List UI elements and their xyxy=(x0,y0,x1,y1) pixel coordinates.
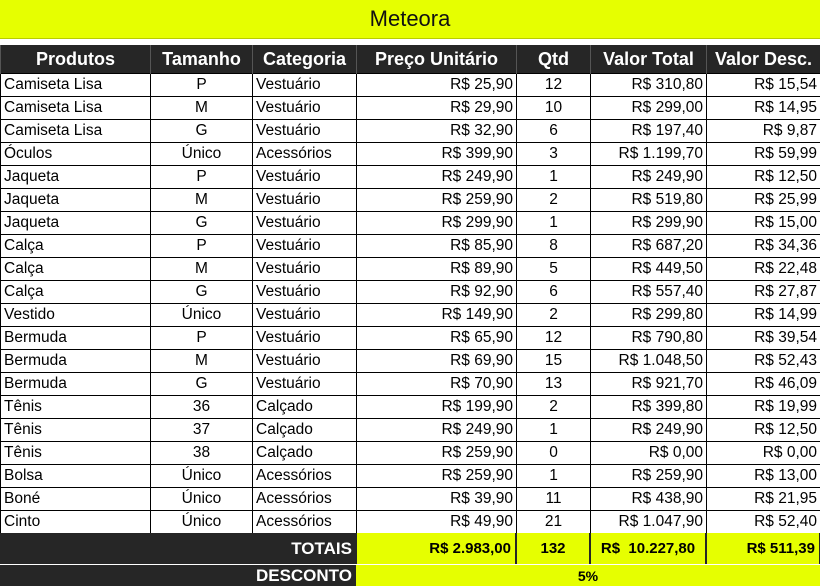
cell-tamanho[interactable]: P xyxy=(151,327,253,350)
cell-qtd[interactable]: 0 xyxy=(517,442,591,465)
header-valor-total[interactable]: Valor Total xyxy=(591,45,707,74)
cell-categoria[interactable]: Calçado xyxy=(253,419,357,442)
cell-produto[interactable]: Jaqueta xyxy=(1,166,151,189)
cell-valor-desc[interactable]: R$ 25,99 xyxy=(707,189,820,212)
cell-produto[interactable]: Óculos xyxy=(1,143,151,166)
table-row xyxy=(1,97,820,120)
cell-qtd[interactable]: 1 xyxy=(517,212,591,235)
cell-categoria[interactable]: Vestuário xyxy=(253,304,357,327)
cell-qtd[interactable]: 11 xyxy=(517,488,591,511)
cell-valor-desc[interactable]: R$ 19,99 xyxy=(707,396,820,419)
cell-produto[interactable]: Camiseta Lisa xyxy=(1,97,151,120)
cell-valor-total[interactable]: R$ 259,90 xyxy=(591,465,707,488)
cell-preco-unitario[interactable]: R$ 199,90 xyxy=(357,396,517,419)
cell-produto[interactable]: Camiseta Lisa xyxy=(1,120,151,143)
cell-preco-unitario[interactable]: R$ 249,90 xyxy=(357,166,517,189)
cell-qtd[interactable]: 8 xyxy=(517,235,591,258)
cell-qtd[interactable]: 1 xyxy=(517,166,591,189)
cell-produto[interactable]: Camiseta Lisa xyxy=(1,74,151,97)
cell-qtd[interactable]: 6 xyxy=(517,281,591,304)
cell-preco-unitario[interactable]: R$ 149,90 xyxy=(357,304,517,327)
cell-valor-total[interactable]: R$ 0,00 xyxy=(591,442,707,465)
cell-tamanho[interactable]: 38 xyxy=(151,442,253,465)
cell-tamanho[interactable]: Único xyxy=(151,143,253,166)
cell-categoria[interactable]: Vestuário xyxy=(253,258,357,281)
header-qtd[interactable]: Qtd xyxy=(517,45,591,74)
cell-categoria[interactable]: Vestuário xyxy=(253,166,357,189)
sheet-title[interactable]: Meteora xyxy=(0,0,820,39)
cell-produto[interactable]: Jaqueta xyxy=(1,189,151,212)
table-row xyxy=(1,465,820,488)
cell-valor-total[interactable]: R$ 299,90 xyxy=(591,212,707,235)
cell-produto[interactable]: Vestido xyxy=(1,304,151,327)
header-row xyxy=(1,45,820,74)
cell-valor-desc[interactable]: R$ 46,09 xyxy=(707,373,820,396)
header-tamanho[interactable]: Tamanho xyxy=(151,45,253,74)
cell-preco-unitario[interactable]: R$ 299,90 xyxy=(357,212,517,235)
cell-tamanho[interactable]: 37 xyxy=(151,419,253,442)
cell-valor-desc[interactable]: R$ 12,50 xyxy=(707,166,820,189)
cell-preco-unitario[interactable]: R$ 29,90 xyxy=(357,97,517,120)
cell-produto[interactable]: Bermuda xyxy=(1,373,151,396)
cell-produto[interactable]: Calça xyxy=(1,235,151,258)
cell-categoria[interactable]: Vestuário xyxy=(253,120,357,143)
cell-valor-total[interactable]: R$ 310,80 xyxy=(591,74,707,97)
cell-valor-total[interactable]: R$ 519,80 xyxy=(591,189,707,212)
table-row xyxy=(1,419,820,442)
table-row xyxy=(1,189,820,212)
total-valor-desc[interactable]: R$ 511,39 xyxy=(706,533,820,564)
cell-produto[interactable]: Boné xyxy=(1,488,151,511)
cell-categoria[interactable]: Vestuário xyxy=(253,212,357,235)
table-row xyxy=(1,327,820,350)
discount-label[interactable]: DESCONTO xyxy=(255,565,352,585)
cell-qtd[interactable]: 12 xyxy=(517,74,591,97)
cell-valor-total[interactable]: R$ 399,80 xyxy=(591,396,707,419)
cell-preco-unitario[interactable]: R$ 65,90 xyxy=(357,327,517,350)
totals-label[interactable]: TOTAIS xyxy=(291,538,352,558)
cell-produto[interactable]: Bermuda xyxy=(1,350,151,373)
cell-produto[interactable]: Bermuda xyxy=(1,327,151,350)
cell-qtd[interactable]: 2 xyxy=(517,189,591,212)
cell-preco-unitario[interactable]: R$ 49,90 xyxy=(357,511,517,534)
cell-qtd[interactable]: 1 xyxy=(517,419,591,442)
header-preco-unitario[interactable]: Preço Unitário xyxy=(357,45,517,74)
table-row xyxy=(1,396,820,419)
cell-valor-total[interactable]: R$ 1.048,50 xyxy=(591,350,707,373)
cell-categoria[interactable]: Vestuário xyxy=(253,97,357,120)
cell-valor-total[interactable]: R$ 790,80 xyxy=(591,327,707,350)
cell-produto[interactable]: Calça xyxy=(1,281,151,304)
cell-qtd[interactable]: 6 xyxy=(517,120,591,143)
cell-categoria[interactable]: Vestuário xyxy=(253,235,357,258)
cell-valor-total[interactable]: R$ 299,80 xyxy=(591,304,707,327)
cell-valor-desc[interactable]: R$ 14,99 xyxy=(707,304,820,327)
cell-produto[interactable]: Bolsa xyxy=(1,465,151,488)
cell-valor-desc[interactable]: R$ 15,54 xyxy=(707,74,820,97)
cell-qtd[interactable]: 15 xyxy=(517,350,591,373)
cell-tamanho[interactable]: M xyxy=(151,97,253,120)
cell-tamanho[interactable]: M xyxy=(151,350,253,373)
total-preco-unitario[interactable]: R$ 2.983,00 xyxy=(356,533,516,564)
cell-tamanho[interactable]: Único xyxy=(151,304,253,327)
cell-valor-desc[interactable]: R$ 9,87 xyxy=(707,120,820,143)
cell-categoria[interactable]: Vestuário xyxy=(253,373,357,396)
products-table xyxy=(0,45,820,534)
cell-valor-desc[interactable]: R$ 27,87 xyxy=(707,281,820,304)
cell-tamanho[interactable]: P xyxy=(151,74,253,97)
cell-valor-total[interactable]: R$ 249,90 xyxy=(591,419,707,442)
cell-tamanho[interactable]: G xyxy=(151,212,253,235)
cell-valor-desc[interactable]: R$ 14,95 xyxy=(707,97,820,120)
cell-qtd[interactable]: 2 xyxy=(517,304,591,327)
cell-tamanho[interactable]: G xyxy=(151,373,253,396)
table-row xyxy=(1,212,820,235)
cell-valor-desc[interactable]: R$ 39,54 xyxy=(707,327,820,350)
cell-tamanho[interactable]: P xyxy=(151,166,253,189)
cell-valor-desc[interactable]: R$ 13,00 xyxy=(707,465,820,488)
cell-valor-total[interactable]: R$ 299,00 xyxy=(591,97,707,120)
cell-valor-total[interactable]: R$ 249,90 xyxy=(591,166,707,189)
cell-valor-desc[interactable]: R$ 22,48 xyxy=(707,258,820,281)
cell-qtd[interactable]: 10 xyxy=(517,97,591,120)
cell-qtd[interactable]: 3 xyxy=(517,143,591,166)
cell-valor-desc[interactable]: R$ 52,40 xyxy=(707,511,820,534)
cell-qtd[interactable]: 1 xyxy=(517,465,591,488)
table-row xyxy=(1,350,820,373)
cell-valor-total[interactable]: R$ 197,40 xyxy=(591,120,707,143)
cell-produto[interactable]: Tênis xyxy=(1,419,151,442)
cell-tamanho[interactable]: Único xyxy=(151,511,253,534)
cell-preco-unitario[interactable]: R$ 399,90 xyxy=(357,143,517,166)
cell-categoria[interactable]: Vestuário xyxy=(253,281,357,304)
cell-valor-total[interactable]: R$ 921,70 xyxy=(591,373,707,396)
cell-preco-unitario[interactable]: R$ 85,90 xyxy=(357,235,517,258)
cell-produto[interactable]: Cinto xyxy=(1,511,151,534)
cell-tamanho[interactable]: Único xyxy=(151,488,253,511)
table-row xyxy=(1,373,820,396)
cell-preco-unitario[interactable]: R$ 92,90 xyxy=(357,281,517,304)
cell-categoria[interactable]: Acessórios xyxy=(253,465,357,488)
table-row xyxy=(1,235,820,258)
discount-value[interactable]: 5% xyxy=(356,565,820,586)
cell-categoria[interactable]: Acessórios xyxy=(253,511,357,534)
cell-valor-total[interactable]: R$ 557,40 xyxy=(591,281,707,304)
header-categoria[interactable]: Categoria xyxy=(253,45,357,74)
table-row xyxy=(1,304,820,327)
cell-categoria[interactable]: Vestuário xyxy=(253,350,357,373)
cell-produto[interactable]: Jaqueta xyxy=(1,212,151,235)
table-row xyxy=(1,258,820,281)
cell-valor-desc[interactable]: R$ 52,43 xyxy=(707,350,820,373)
table-row xyxy=(1,143,820,166)
cell-tamanho[interactable]: M xyxy=(151,189,253,212)
cell-tamanho[interactable]: 36 xyxy=(151,396,253,419)
cell-qtd[interactable]: 12 xyxy=(517,327,591,350)
cell-tamanho[interactable]: G xyxy=(151,281,253,304)
cell-valor-desc[interactable]: R$ 12,50 xyxy=(707,419,820,442)
total-qtd[interactable]: 132 xyxy=(516,533,590,564)
totals-row xyxy=(0,533,820,564)
cell-categoria[interactable]: Vestuário xyxy=(253,327,357,350)
cell-categoria[interactable]: Calçado xyxy=(253,442,357,465)
total-valor-total[interactable]: R$ 10.227,80 xyxy=(590,533,706,564)
cell-preco-unitario[interactable]: R$ 39,90 xyxy=(357,488,517,511)
cell-valor-desc[interactable]: R$ 0,00 xyxy=(707,442,820,465)
table-row xyxy=(1,166,820,189)
cell-preco-unitario[interactable]: R$ 259,90 xyxy=(357,465,517,488)
cell-categoria[interactable]: Acessórios xyxy=(253,488,357,511)
cell-preco-unitario[interactable]: R$ 32,90 xyxy=(357,120,517,143)
cell-qtd[interactable]: 2 xyxy=(517,396,591,419)
cell-tamanho[interactable]: Único xyxy=(151,465,253,488)
cell-valor-total[interactable]: R$ 1.047,90 xyxy=(591,511,707,534)
header-produtos[interactable]: Produtos xyxy=(1,45,151,74)
cell-preco-unitario[interactable]: R$ 69,90 xyxy=(357,350,517,373)
cell-preco-unitario[interactable]: R$ 89,90 xyxy=(357,258,517,281)
cell-valor-desc[interactable]: R$ 21,95 xyxy=(707,488,820,511)
cell-categoria[interactable]: Vestuário xyxy=(253,74,357,97)
cell-preco-unitario[interactable]: R$ 25,90 xyxy=(357,74,517,97)
cell-preco-unitario[interactable]: R$ 259,90 xyxy=(357,442,517,465)
cell-valor-total[interactable]: R$ 438,90 xyxy=(591,488,707,511)
cell-preco-unitario[interactable]: R$ 70,90 xyxy=(357,373,517,396)
cell-produto[interactable]: Tênis xyxy=(1,442,151,465)
cell-valor-total[interactable]: R$ 449,50 xyxy=(591,258,707,281)
table-row xyxy=(1,120,820,143)
cell-qtd[interactable]: 21 xyxy=(517,511,591,534)
cell-preco-unitario[interactable]: R$ 259,90 xyxy=(357,189,517,212)
cell-qtd[interactable]: 5 xyxy=(517,258,591,281)
table-row xyxy=(1,511,820,534)
table-row xyxy=(1,442,820,465)
cell-categoria[interactable]: Acessórios xyxy=(253,143,357,166)
cell-valor-desc[interactable]: R$ 59,99 xyxy=(707,143,820,166)
cell-valor-desc[interactable]: R$ 15,00 xyxy=(707,212,820,235)
cell-categoria[interactable]: Vestuário xyxy=(253,189,357,212)
cell-produto[interactable]: Calça xyxy=(1,258,151,281)
cell-valor-total[interactable]: R$ 687,20 xyxy=(591,235,707,258)
cell-tamanho[interactable]: G xyxy=(151,120,253,143)
header-valor-desc[interactable]: Valor Desc. xyxy=(707,45,820,74)
cell-tamanho[interactable]: P xyxy=(151,235,253,258)
table-row xyxy=(1,74,820,97)
cell-valor-total[interactable]: R$ 1.199,70 xyxy=(591,143,707,166)
cell-tamanho[interactable]: M xyxy=(151,258,253,281)
cell-produto[interactable]: Tênis xyxy=(1,396,151,419)
table-row xyxy=(1,281,820,304)
cell-qtd[interactable]: 13 xyxy=(517,373,591,396)
cell-preco-unitario[interactable]: R$ 249,90 xyxy=(357,419,517,442)
discount-row xyxy=(0,565,820,586)
table-row xyxy=(1,488,820,511)
cell-valor-desc[interactable]: R$ 34,36 xyxy=(707,235,820,258)
cell-categoria[interactable]: Calçado xyxy=(253,396,357,419)
